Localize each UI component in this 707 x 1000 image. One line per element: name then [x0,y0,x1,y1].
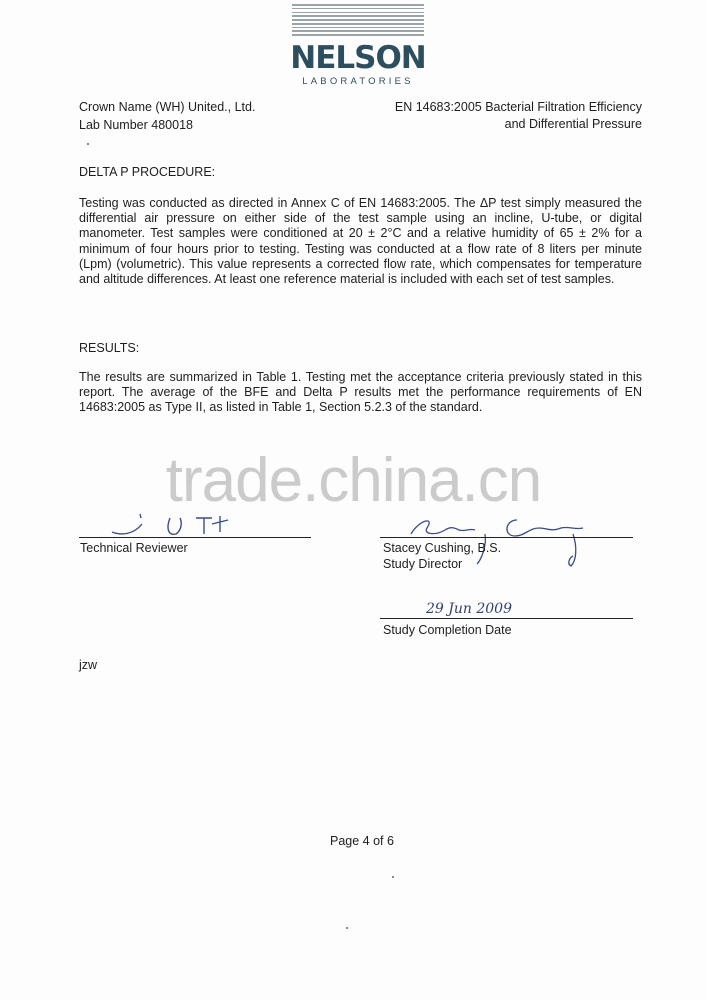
standard-title-line1: EN 14683:2005 Bacterial Filtration Efficiency [394,100,642,114]
nelson-laboratories-logo [288,4,428,88]
typist-initials: jzw [79,658,98,672]
logo-subtitle: LABORATORIES [302,76,414,87]
standard-title-line2: and Differential Pressure [504,117,642,131]
technical-reviewer-label: Technical Reviewer [80,541,188,555]
study-director-line [380,537,633,538]
study-director-title: Study Director [383,557,463,571]
logo-wordmark: NELSON [290,40,426,76]
procedure-paragraph: Testing was conducted as directed in Annex C of EN 14683:2005. The ΔP test simply measured the differential air pressure on either side of the test sample using an incline, U-tube, or digital manometer. Test samples were conditioned at 20 ± 2°C and a relative humidity of 65 ± 2% for a minimum of four hours prior to testing. Testing was conducted at a flow rate of 8 liters per minute (Lpm) (volumetric). This value represents a corrected flow rate, which compensates for temperature and altitude differences. At least one reference material is included with each set of test samples. [79,196,642,287]
study-director-name: Stacey Cushing, B.S. [383,541,502,555]
client-name: Crown Name (WH) United., Ltd. [79,100,256,114]
results-heading: RESULTS: [79,341,140,355]
logo-stripes [292,4,424,38]
results-paragraph: The results are summarized in Table 1. Testing met the acceptance criteria previously stated in this report. The average of the BFE and Delta P results met the performance requirements of EN 14683:2005 as Type II, as listed in Table 1, Section 5.2.3 of the standard. [79,370,642,415]
speck [87,143,89,145]
lab-number: Lab Number 480018 [79,118,193,132]
speck [392,876,394,878]
completion-date-handwritten: 29 Jun 2009 [426,601,512,617]
watermark: trade.china.cn [165,446,542,515]
page-number: Page 4 of 6 [330,834,394,848]
completion-date-label: Study Completion Date [383,623,512,637]
completion-date-line [380,618,633,619]
technical-reviewer-line [79,537,311,538]
speck [346,927,348,929]
procedure-heading: DELTA P PROCEDURE: [79,165,216,179]
